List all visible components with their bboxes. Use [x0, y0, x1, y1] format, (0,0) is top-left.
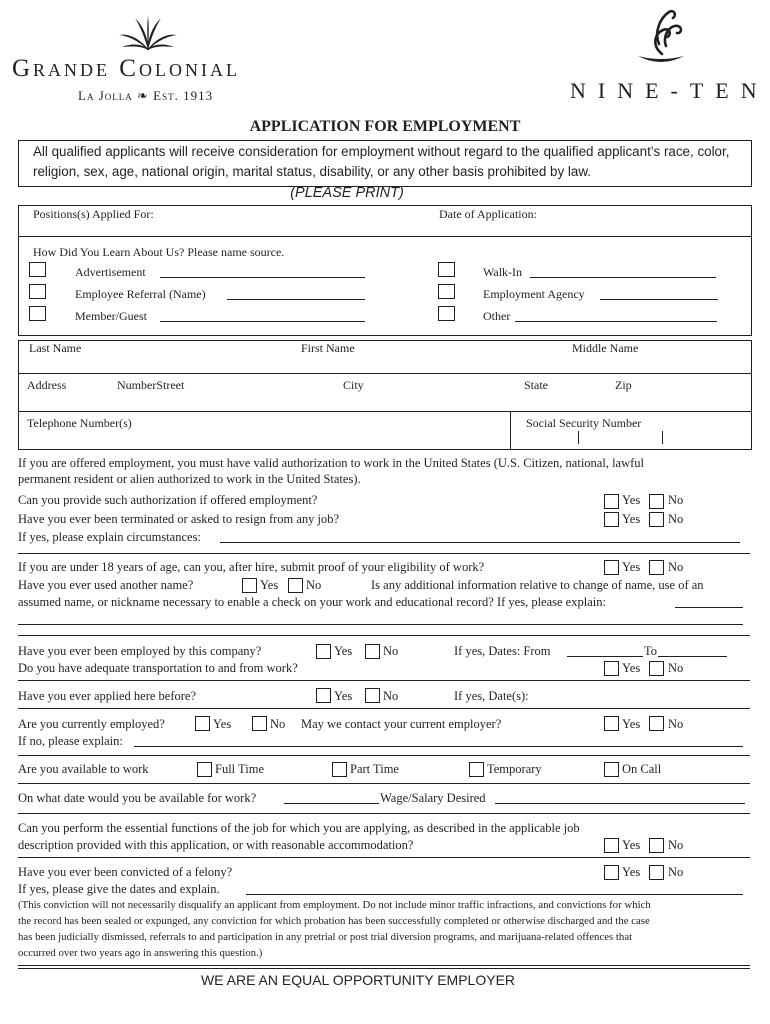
employed-here-question: Have you ever been employed by this company?	[18, 644, 262, 658]
brand2-name: NINE-TEN	[570, 78, 769, 103]
no-label: No	[383, 689, 399, 703]
yes-label: Yes	[334, 689, 353, 703]
page-title: APPLICATION FOR EMPLOYMENT	[249, 118, 521, 135]
full-time-label: Full Time	[215, 762, 264, 776]
yes-label: Yes	[334, 644, 353, 658]
no-label: No	[668, 661, 684, 675]
yes-label: Yes	[622, 560, 641, 574]
zip-label: Zip	[615, 378, 632, 392]
contact-employer-question: May we contact your current employer?	[301, 717, 502, 731]
employed-here-no-checkbox[interactable]	[365, 644, 380, 659]
walk-in-label: Walk-In	[483, 265, 523, 279]
dates-to-line[interactable]	[658, 656, 727, 657]
no-label: No	[383, 644, 399, 658]
start-date-line[interactable]	[284, 803, 379, 804]
equal-opportunity-footer: WE ARE AN EQUAL OPPORTUNITY EMPLOYER	[200, 972, 516, 988]
member-guest-checkbox[interactable]	[29, 306, 46, 321]
auth-no-checkbox[interactable]	[649, 494, 664, 509]
dates-from-line[interactable]	[567, 656, 643, 657]
contact-employer-yes-checkbox[interactable]	[604, 716, 619, 731]
yes-label: Yes	[622, 493, 641, 507]
divider	[18, 680, 750, 681]
assumed-name-line[interactable]	[675, 607, 743, 608]
yes-label: Yes	[622, 838, 641, 852]
divider	[18, 783, 750, 784]
eeo-statement-line1: All qualified applicants will receive consideration for employment without regard to the qualified applicant’s race, color,	[33, 144, 730, 159]
felony-note-line1: (This conviction will not necessarily disqualify an applicant from employment. Do not include minor traffic infractions, and convictions for which	[18, 899, 651, 911]
employee-referral-label: Employee Referral (Name)	[75, 287, 206, 301]
employment-agency-line[interactable]	[600, 299, 718, 300]
brand-subtitle: La Jolla ❧ Est. 1913	[78, 88, 214, 103]
flame-swirl-icon	[632, 4, 690, 68]
walk-in-checkbox[interactable]	[438, 262, 455, 277]
number-street-label: NumberStreet	[117, 378, 185, 392]
divider	[18, 708, 750, 709]
ssn-separator	[578, 431, 579, 444]
other-source-label: Other	[483, 309, 511, 323]
no-label: No	[668, 717, 684, 731]
yes-label: Yes	[622, 661, 641, 675]
felony-yes-checkbox[interactable]	[604, 865, 619, 880]
no-label: No	[668, 865, 684, 879]
currently-employed-yes-checkbox[interactable]	[195, 716, 210, 731]
on-call-label: On Call	[622, 762, 662, 776]
auth-text-line1: If you are offered employment, you must have valid authorization to work in the United States (U.S. Citizen, national, lawful	[18, 456, 645, 470]
divider	[18, 965, 750, 966]
under-18-no-checkbox[interactable]	[649, 560, 664, 575]
essential-functions-line1: Can you perform the essential functions of the job for which you are applying, as described in the applicable job	[18, 821, 580, 835]
divider	[510, 411, 511, 450]
dates-from-label: If yes, Dates: From	[454, 644, 551, 658]
divider	[18, 813, 750, 814]
felony-explain-label: If yes, please give the dates and explain.	[18, 882, 220, 896]
last-name-label: Last Name	[29, 341, 82, 355]
auth-question: Can you provide such authorization if offered employment?	[18, 493, 318, 507]
temporary-label: Temporary	[487, 762, 542, 776]
felony-question: Have you ever been convicted of a felony?	[18, 865, 233, 879]
no-label: No	[668, 493, 684, 507]
divider	[18, 857, 750, 858]
wage-label: Wage/Salary Desired	[380, 791, 486, 805]
under-18-yes-checkbox[interactable]	[604, 560, 619, 575]
dates-to-label: To	[644, 644, 658, 658]
no-label: No	[306, 578, 322, 592]
contact-employer-no-checkbox[interactable]	[649, 716, 664, 731]
positions-applied-label: Positions(s) Applied For:	[33, 207, 154, 221]
wage-line[interactable]	[495, 803, 745, 804]
source-question: How Did You Learn About Us? Please name source.	[33, 245, 285, 259]
part-time-label: Part Time	[350, 762, 399, 776]
divider	[18, 635, 750, 636]
other-source-line[interactable]	[515, 321, 717, 322]
essential-no-checkbox[interactable]	[649, 838, 664, 853]
applied-here-no-checkbox[interactable]	[365, 688, 380, 703]
divider	[18, 755, 750, 756]
terminated-no-checkbox[interactable]	[649, 512, 664, 527]
part-time-checkbox[interactable]	[332, 762, 347, 777]
no-label: No	[270, 717, 286, 731]
no-label: No	[668, 838, 684, 852]
explain-circumstances-line[interactable]	[220, 542, 740, 543]
member-guest-line[interactable]	[160, 321, 365, 322]
temporary-checkbox[interactable]	[469, 762, 484, 777]
essential-functions-line2: description provided with this application, or with reasonable accommodation?	[18, 838, 414, 852]
advertisement-label: Advertisement	[75, 265, 146, 279]
terminated-question: Have you ever been terminated or asked to resign from any job?	[18, 512, 340, 526]
felony-note-line2: the record has been sealed or expunged, any conviction for which probation has been successfully completed or otherwise discharged and the case	[18, 915, 650, 927]
ssn-label: Social Security Number	[526, 416, 642, 430]
felony-note-line4: occurred over two years ago in answering this question.)	[18, 947, 263, 959]
applied-here-question: Have you ever applied here before?	[18, 689, 197, 703]
yes-label: Yes	[622, 717, 641, 731]
additional-info-question: Is any additional information relative to change of name, use of an	[371, 578, 704, 592]
divider	[18, 373, 751, 374]
start-date-question: On what date would you be available for work?	[18, 791, 257, 805]
currently-employed-question: Are you currently employed?	[18, 717, 165, 731]
advertisement-checkbox[interactable]	[29, 262, 46, 277]
other-source-checkbox[interactable]	[438, 306, 455, 321]
eeo-statement-line2: religion, sex, age, national origin, marital status, disability, or any other basis prohibited by law.	[33, 164, 591, 179]
currently-employed-no-checkbox[interactable]	[252, 716, 267, 731]
assumed-name-question: assumed name, or nickname necessary to enable a check on your work and educational record? If yes, please explain:	[18, 595, 606, 609]
divider	[18, 553, 750, 554]
transport-yes-checkbox[interactable]	[604, 661, 619, 676]
divider	[18, 968, 750, 969]
city-label: City	[343, 378, 364, 392]
applied-dates-label: If yes, Date(s):	[454, 689, 529, 703]
please-print: (PLEASE PRINT)	[290, 185, 404, 201]
other-name-yes-checkbox[interactable]	[242, 578, 257, 593]
employed-here-yes-checkbox[interactable]	[316, 644, 331, 659]
divider	[18, 411, 751, 412]
yes-label: Yes	[622, 512, 641, 526]
first-name-label: First Name	[301, 341, 355, 355]
no-label: No	[668, 560, 684, 574]
if-no-explain-line[interactable]	[134, 746, 743, 747]
employment-agency-label: Employment Agency	[483, 287, 585, 301]
full-time-checkbox[interactable]	[197, 762, 212, 777]
terminated-yes-checkbox[interactable]	[604, 512, 619, 527]
yes-label: Yes	[260, 578, 279, 592]
auth-text-line2: permanent resident or alien authorized to work in the United States).	[18, 472, 361, 486]
felony-note-line3: has been judicially dismissed, referrals to and participation in any pretrial or post trial diversion programs, and marijuana-related offences that	[18, 931, 633, 943]
if-no-explain-label: If no, please explain:	[18, 734, 123, 748]
personal-info-section	[18, 340, 752, 450]
on-call-checkbox[interactable]	[604, 762, 619, 777]
explain-circumstances-label: If yes, please explain circumstances:	[18, 530, 201, 544]
no-label: No	[668, 512, 684, 526]
middle-name-label: Middle Name	[572, 341, 639, 355]
felony-no-checkbox[interactable]	[649, 865, 664, 880]
employee-referral-line[interactable]	[227, 299, 365, 300]
other-name-no-checkbox[interactable]	[288, 578, 303, 593]
address-label: Address	[27, 378, 67, 392]
brand-name: Grande Colonial	[12, 55, 240, 82]
yes-label: Yes	[213, 717, 232, 731]
under-18-question: If you are under 18 years of age, can you, after hire, submit proof of your eligibility of work?	[18, 560, 485, 574]
walk-in-line[interactable]	[530, 277, 716, 278]
other-name-question: Have you ever used another name?	[18, 578, 194, 592]
employment-agency-checkbox[interactable]	[438, 284, 455, 299]
divider	[18, 236, 751, 237]
advertisement-line[interactable]	[160, 277, 365, 278]
applied-here-yes-checkbox[interactable]	[316, 688, 331, 703]
transport-no-checkbox[interactable]	[649, 661, 664, 676]
essential-yes-checkbox[interactable]	[604, 838, 619, 853]
yes-label: Yes	[622, 865, 641, 879]
member-guest-label: Member/Guest	[75, 309, 147, 323]
auth-yes-checkbox[interactable]	[604, 494, 619, 509]
felony-explain-line[interactable]	[246, 894, 743, 895]
state-label: State	[524, 378, 548, 392]
palm-leaf-icon	[118, 16, 178, 52]
available-question: Are you available to work	[18, 762, 149, 776]
date-of-application-label: Date of Application:	[439, 207, 537, 221]
assumed-name-explain-line[interactable]	[18, 624, 743, 625]
telephone-label: Telephone Number(s)	[27, 416, 132, 430]
transport-question: Do you have adequate transportation to and from work?	[18, 661, 298, 675]
employee-referral-checkbox[interactable]	[29, 284, 46, 299]
ssn-separator	[662, 431, 663, 444]
